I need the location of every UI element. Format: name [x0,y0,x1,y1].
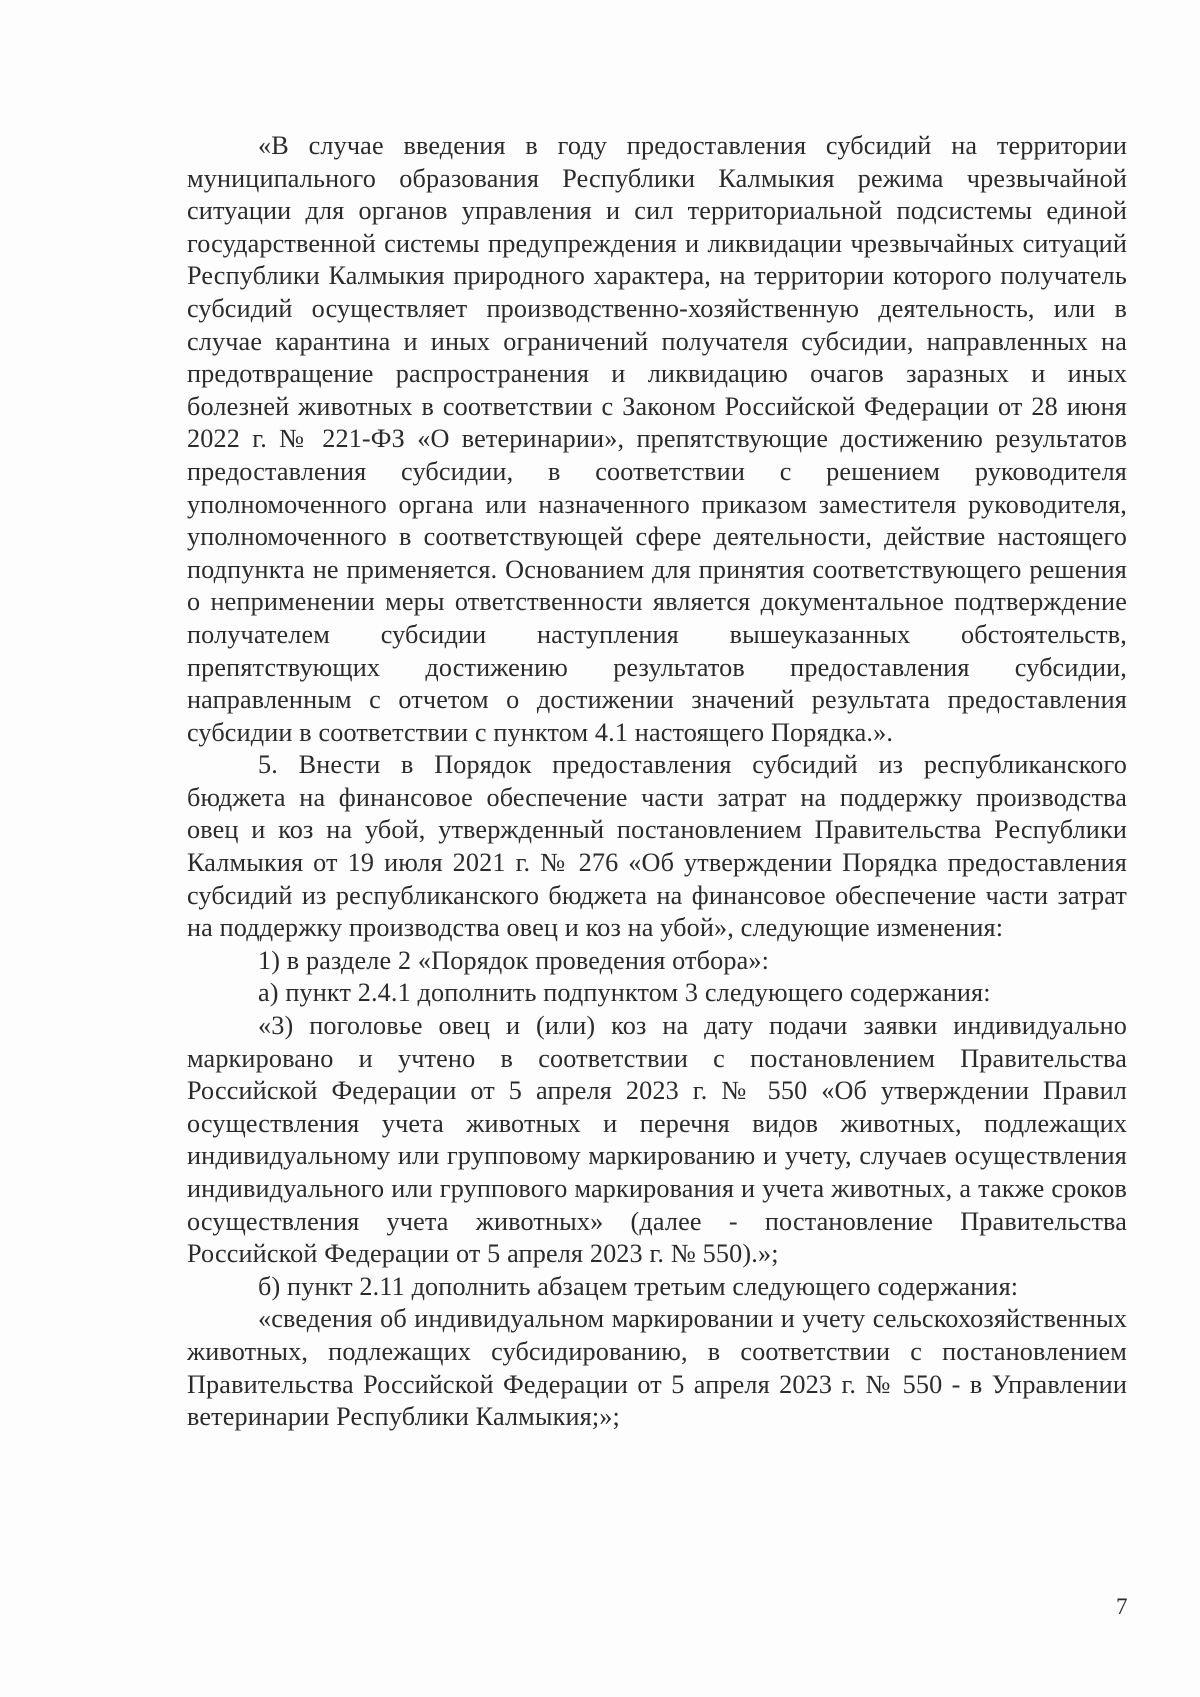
paragraph-subitem-a: а) пункт 2.4.1 дополнить подпунктом 3 следующего содержания: [258,978,991,1008]
paragraph-item-5: 5. Внести в Порядок предоставления субсидий из республиканского бюджета на финансовое обеспечение части затрат на поддержку производства овец и коз на убой, утвержденный постановлением Правительства Республики Калмыкия от 19 июля 2021 г. № 276 «Об утверждении Порядка предоставления субсидий из республиканского бюджета на финансовое обеспечение части затрат на поддержку производства овец и коз на убой», следующие изменения: [187,750,1127,943]
paragraph-subitem-3-text: «3) поголовье овец и (или) коз на дату подачи заявки индивидуально маркировано и учтено в соответствии с постановлением Правительства Российской Федерации от 5 апреля 2023 г. № 550 «Об утверждении Правил осуществления учета животных и перечня видов животных, подлежащих индивидуальному или групповому маркированию и учету, случаев осуществления индивидуального или группового маркирования и учета животных, а также сроков осуществления учета животных» (далее - постановление Правительства Российской Федерации от 5 апреля 2023 г. № 550).»; [187,1011,1127,1269]
document-body [187,130,1127,1434]
page-number: 7 [1116,1594,1128,1619]
paragraph-subitem-1: 1) в разделе 2 «Порядок проведения отбора»: [258,945,770,975]
paragraph-marking-info: «сведения об индивидуальном маркировании и учету сельскохозяйственных животных, подлежащих субсидированию, в соответствии с постановлением Правительства Российской Федерации от 5 апреля 2023 г. № 550 - в Управлении ветеринарии Республики Калмыкия;»; [187,1304,1127,1432]
paragraph-emergency-clause: «В случае введения в году предоставления субсидий на территории муниципального образования Республики Калмыкия режима чрезвычайной ситуации для органов управления и сил территориальной подсистемы единой государственной системы предупреждения и ликвидации чрезвычайных ситуаций Республики Калмыкия природного характера, на территории которого получатель субсидий осуществляет производственно-хозяйственную деятельность, или в случае карантина и иных ограничений получателя субсидии, направленных на предотвращение распространения и ликвидацию очагов заразных и иных болезней животных в соответствии с Законом Российской Федерации от 28 июня 2022 г. № 221-ФЗ «О ветеринарии», препятствующие достижению результатов предоставления субсидии, в соответствии с решением руководителя уполномоченного органа или назначенного приказом заместителя руководителя, уполномоченного в соответствующей сфере деятельности, действие настоящего подпункта не применяется. Основанием для принятия соответствующего решения о неприменении меры ответственности является документальное подтверждение получателем субсидии наступления вышеуказанных обстоятельств, препятствующих достижению результатов предоставления субсидии, направленным с отчетом о достижении значений результата предоставления субсидии в соответствии с пунктом 4.1 настоящего Порядка.». [187,131,1127,747]
paragraph-subitem-b: б) пункт 2.11 дополнить абзацем третьим следующего содержания: [258,1271,1019,1301]
